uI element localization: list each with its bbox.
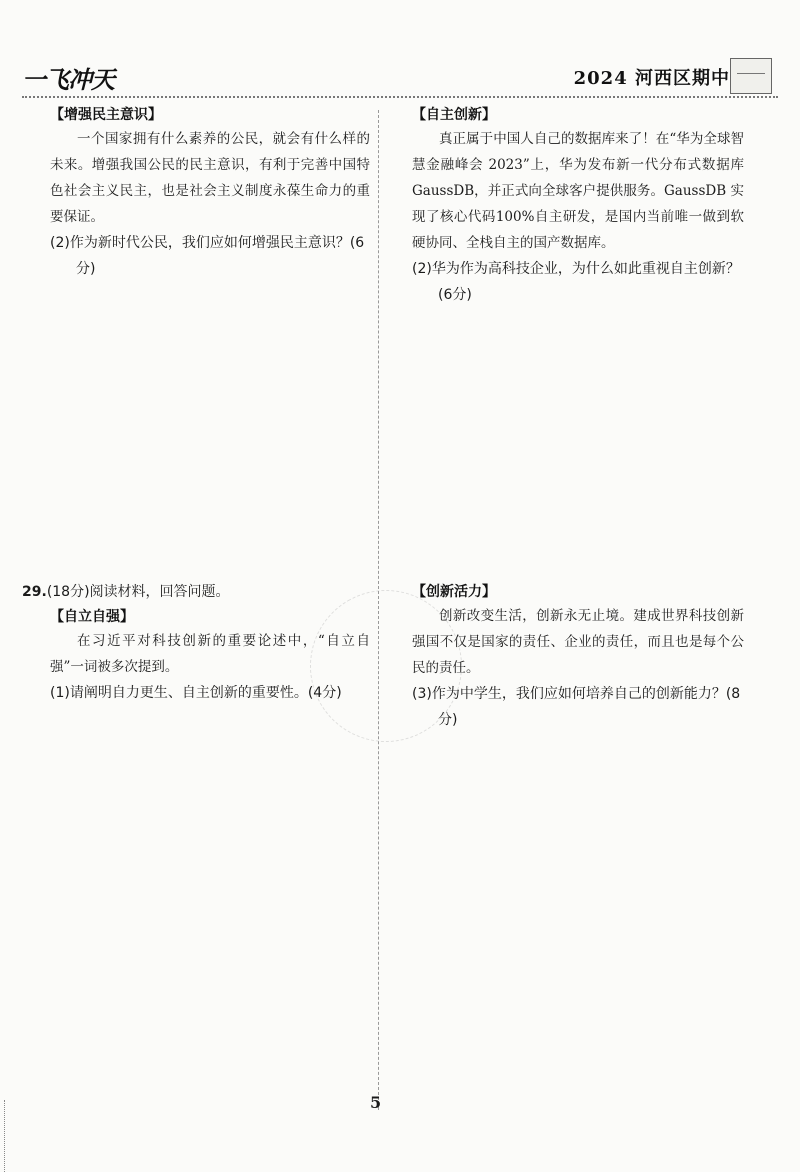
right-top-block (412, 104, 744, 308)
page-number: 5 (370, 1093, 382, 1112)
header-rule (22, 96, 778, 98)
edge-mark (4, 1100, 5, 1172)
q29-header (22, 581, 230, 601)
section-tag-innovation: 【自主创新】 (412, 107, 496, 123)
q29-points: (18分) (46, 584, 90, 600)
question-3: (3)作为中学生，我们应如何培养自己的创新能力？(8分) (412, 686, 741, 728)
header-logo-icon (730, 58, 772, 94)
material-huawei: 真正属于中国人自己的数据库来了！在“华为全球智慧金融峰会 2023”上，华为发布新一代分布式数据库 GaussDB，并正式向全球客户提供服务。GaussDB 实现了核心代码100%自主研发，是国内当前唯一做到软硬协同、全栈自主的国产数据库。 (412, 131, 744, 251)
section-tag-vitality: 【创新活力】 (412, 584, 496, 600)
question-1: (1)请阐明自力更生、自主创新的重要性。(4分) (50, 685, 342, 701)
header-brand: 一飞冲天 (22, 66, 114, 94)
left-top-block (50, 104, 370, 282)
material-democracy: 一个国家拥有什么素养的公民，就会有什么样的未来。增强我国公民的民主意识，有利于完善中国特色社会主义民主，也是社会主义制度永葆生命力的重要保证。 (50, 131, 370, 225)
question-2-right: (2)华为作为高科技企业，为什么如此重视自主创新？(6分) (412, 261, 740, 303)
material-vitality: 创新改变生活，创新永无止境。建成世界科技创新强国不仅是国家的责任、企业的责任，而且也是每个公民的责任。 (412, 608, 744, 676)
material-self-reliance: 在习近平对科技创新的重要论述中，“自立自强”一词被多次提到。 (50, 633, 370, 675)
q29-instruction: 阅读材料，回答问题。 (89, 584, 230, 600)
section-tag-democracy: 【增强民主意识】 (50, 107, 162, 123)
section-tag-self-reliance: 【自立自强】 (50, 609, 134, 625)
q29-number: 29. (22, 584, 47, 600)
header-title: 2024 河西区期中 (573, 68, 730, 89)
question-2-left: (2)作为新时代公民，我们应如何增强民主意识？(6分) (50, 235, 365, 277)
